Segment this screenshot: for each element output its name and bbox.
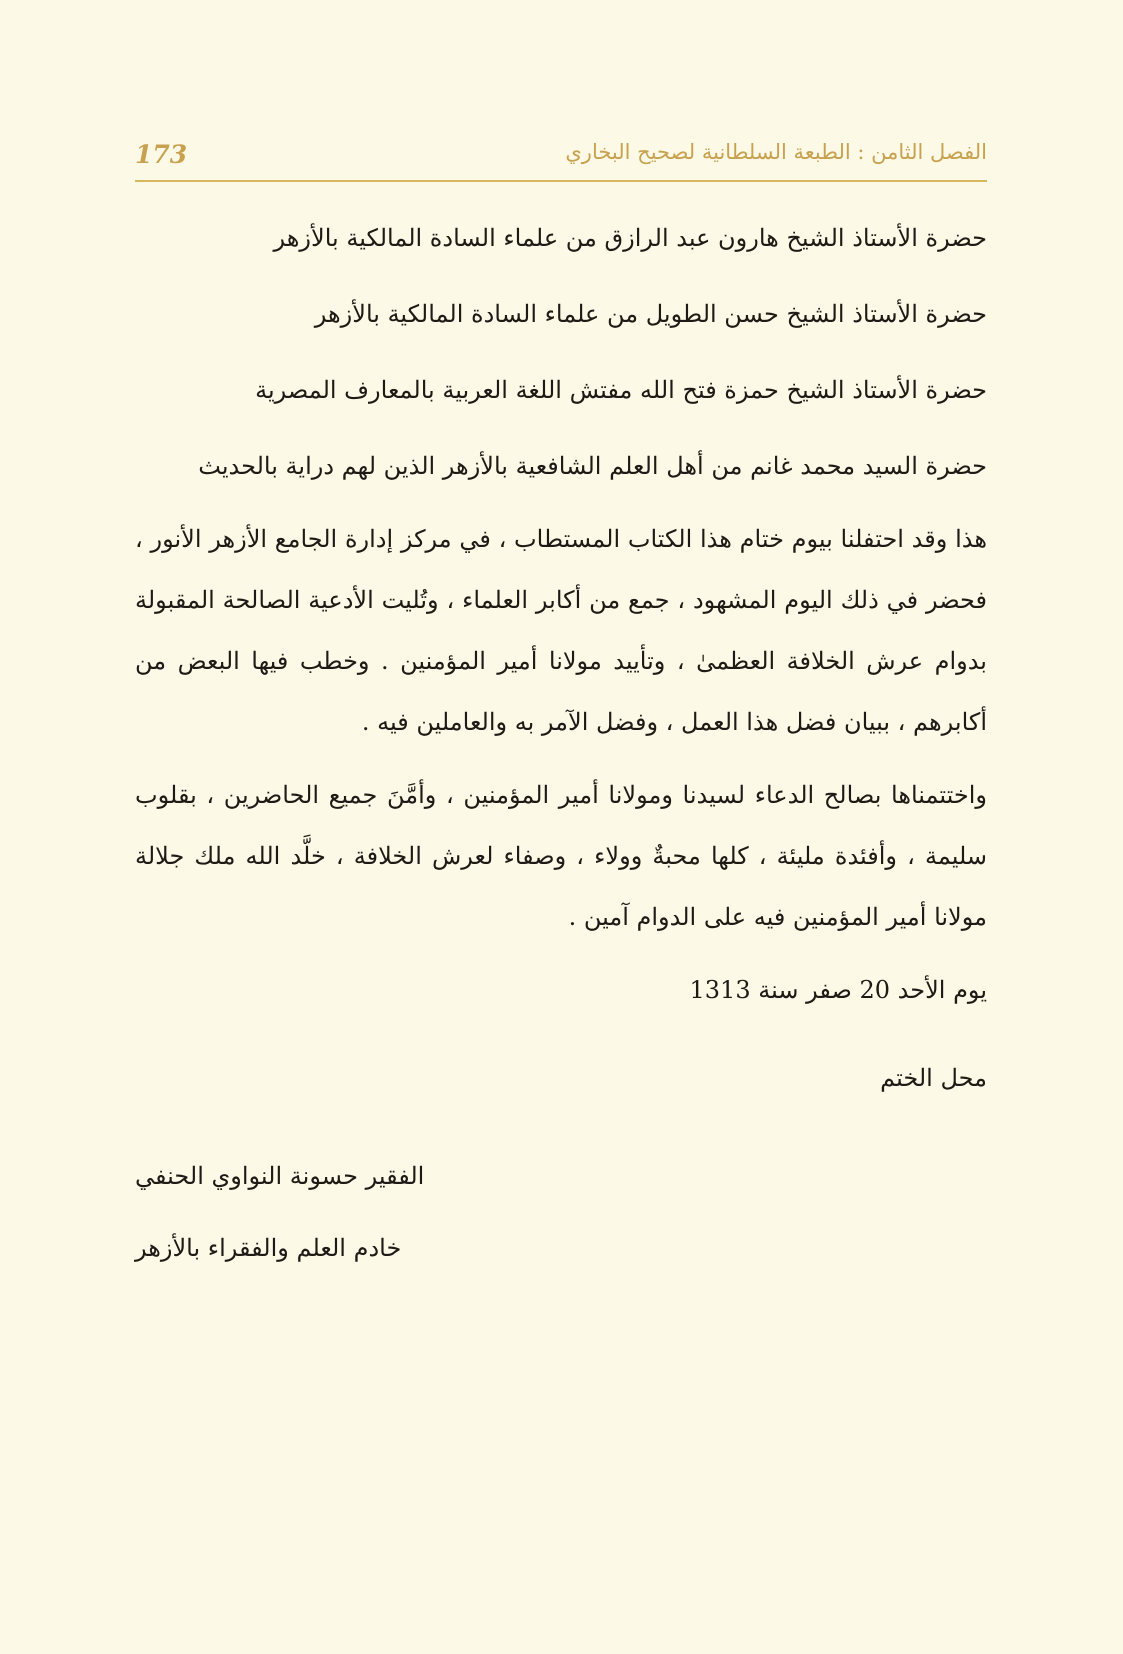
seal-place-label: محل الختم [880,1064,987,1092]
page-header [135,132,987,182]
signatory-name: الفقير حسونة النواوي الحنفي [135,1162,425,1190]
attendee-line: حضرة السيد محمد غانم من أهل العلم الشافعية بالأزهر الذين لهم دراية بالحديث [198,452,987,480]
attendee-line: حضرة الأستاذ الشيخ هارون عبد الرازق من علماء السادة المالكية بالأزهر [273,224,987,252]
date-line: يوم الأحد 20 صفر سنة 1313 [689,976,987,1004]
closing-prayer-paragraph: واختتمناها بصالح الدعاء لسيدنا ومولانا أمير المؤمنين ، وأمَّنَ جميع الحاضرين ، بقلوب سليمة ، وأفئدة مليئة ، كلها محبةٌ وولاء ، وصفاء لعرش الخلافة ، خلَّد الله ملك جلالة مولانا أمير المؤمنين فيه على الدوام آمين . [135,781,987,931]
body-text [135,200,987,1124]
running-title: الفصل الثامن : الطبعة السلطانية لصحيح البخاري [565,140,987,164]
attendee-line: حضرة الأستاذ الشيخ حسن الطويل من علماء السادة المالكية بالأزهر [314,300,987,328]
page-number: 173 [135,140,188,169]
signatory-title: خادم العلم والفقراء بالأزهر [135,1234,402,1262]
attendee-line: حضرة الأستاذ الشيخ حمزة فتح الله مفتش اللغة العربية بالمعارف المصرية [255,376,987,404]
signature-block [135,1140,424,1284]
celebration-paragraph: هذا وقد احتفلنا بيوم ختام هذا الكتاب المستطاب ، في مركز إدارة الجامع الأزهر الأنور ، فحضر في ذلك اليوم المشهود ، جمع من أكابر العلماء ، وتُليت الأدعية الصالحة المقبولة بدوام عرش الخلافة العظمىٰ ، وتأييد مولانا أمير المؤمنين . وخطب فيها البعض من أكابرهم ، ببيان فضل هذا العمل ، وفضل الآمر به والعاملين فيه . [135,525,987,736]
